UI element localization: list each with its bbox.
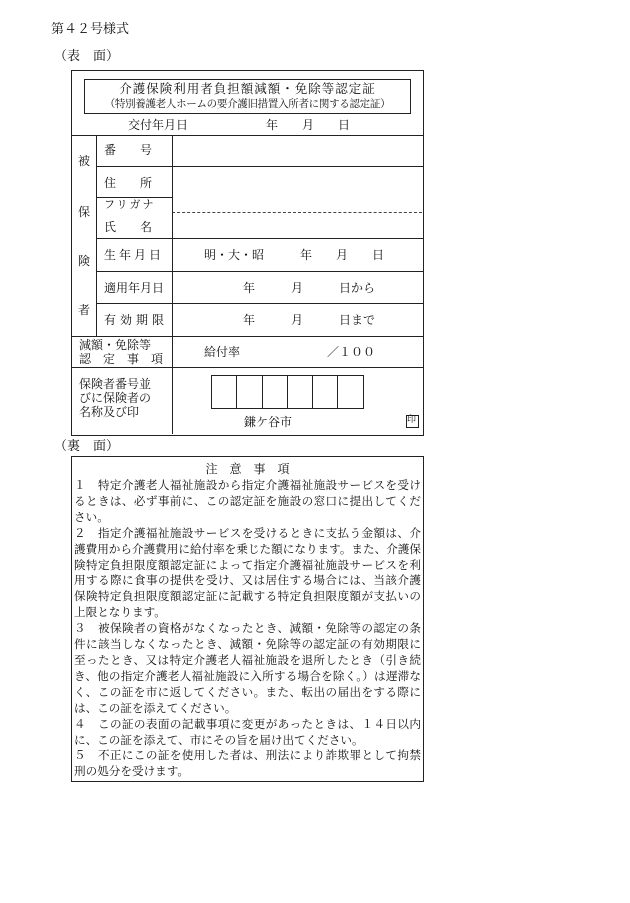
note-item-1: １ 特定介護老人福祉施設から指定介護福祉施設サービスを受けるときは、必ず事前に、この認定証を施設の窓口に提出してください。 [74,478,421,524]
back-side-label: （裏 面） [54,439,120,454]
apply-date-label: 適用年月日 [104,281,165,295]
insured-vertical-char-1: 被 [78,154,91,168]
apply-date-value: 年 月 日から [243,281,376,295]
note-item-4: ４ この証の表面の記載事項に変更があったときは、１４日以内に、この証を添えて、市にその旨を届け出てください。 [74,716,421,747]
furigana-label: フリガナ [104,198,156,211]
form-number: 第４２号様式 [51,22,130,37]
certificate-title: 介護保険利用者負担額減額・免除等認定証 [119,81,376,96]
validity-label: 有効期限 [104,313,169,327]
birthdate-label: 生年月日 [104,248,165,262]
number-label: 番 号 [104,143,153,157]
insurer-label-line2: びに保険者の [79,391,152,405]
note-item-3: ３ 被保険者の資格がなくなったとき、減額・免除等の認定の条件に該当しなくなったとき、減額・免除等の認定証の有効期限に至ったとき、又は特定介護老人福祉施設を退所したとき（引き続き、他の指定介護老人福祉施設に入所する場合を除く。）は遅滞なく、この証を市に返してください。また、転出の届出をする際には、この証を添えてください。 [74,621,421,715]
issue-date-label: 交付年月日 [128,118,189,132]
insured-vertical-char-3: 険 [78,254,91,268]
certificate-subtitle: （特別養護老人ホームの要介護旧措置入所者に関する認定証） [104,98,391,110]
reduction-label-line1: 減額・免除等 [79,338,152,352]
benefit-rate-value: ／１００ [327,345,376,359]
notes-heading: 注 意 事 項 [205,462,290,476]
insurer-label-line3: 名称及び印 [79,405,140,419]
insured-vertical-char-4: 者 [78,303,91,317]
insured-vertical-char-2: 保 [78,205,91,219]
insurer-label-line1: 保険者番号並 [79,377,152,391]
issue-date-value: 年 月 日 [266,118,351,132]
note-item-5: ５ 不正にこの証を使用した者は、刑法により詐欺罪として拘禁刑の処分を受けます。 [74,748,421,779]
address-label: 住 所 [104,176,153,190]
insurer-name: 鎌ケ谷市 [244,415,293,429]
front-side-label: （表 面） [54,49,120,64]
seal-mark: 印 [407,415,417,425]
benefit-rate-label: 給付率 [204,345,241,359]
note-item-2: ２ 指定介護福祉施設サービスを受けるときに支払う金額は、介護費用から介護費用に給付率を乗じた額になります。また、介護保険特定負担限度額認定証によって指定介護福祉施設サービスを利用する際に食事の提供を受け、又は居住する場合には、当該介護保険特定負担限度額認定証に記載する特定負担限度額が支払いの上限となります。 [74,525,421,620]
validity-value: 年 月 日まで [243,313,376,327]
reduction-label-line2: 認 定 事 項 [79,352,164,366]
birthdate-value: 明・大・昭 年 月 日 [204,248,385,262]
notes-list [74,478,421,780]
name-label: 氏 名 [104,220,153,234]
